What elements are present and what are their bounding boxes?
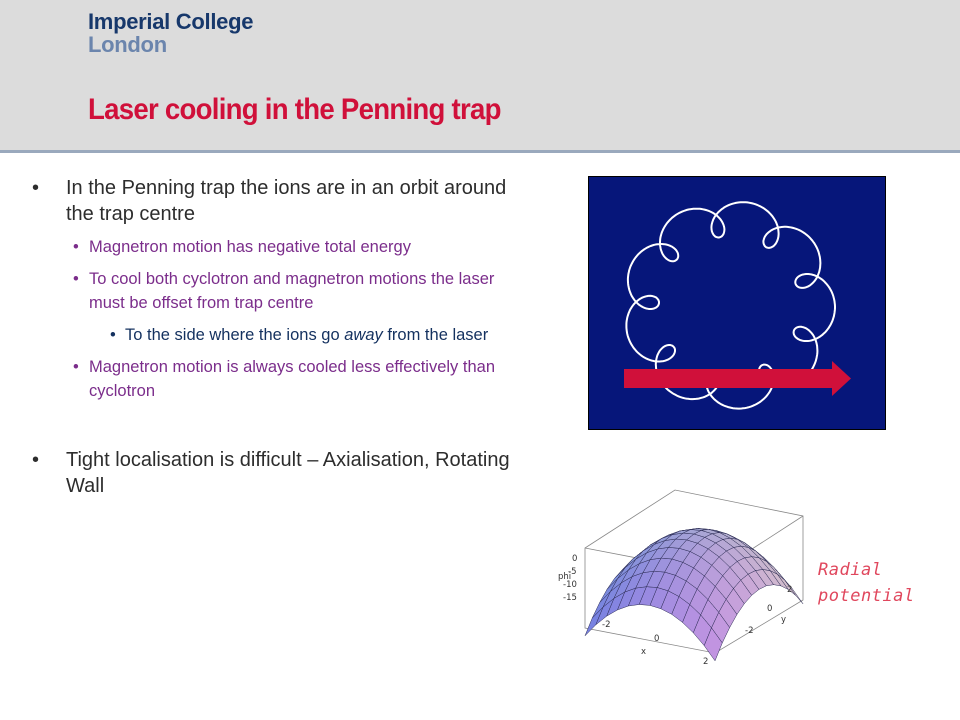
bullet-marker: • — [73, 358, 79, 376]
bullet-magnetron-cooling — [30, 355, 530, 403]
bullet-text: To cool both cyclotron and magnetron motions the laser must be offset from trap centre — [89, 270, 495, 312]
bullet-text: Magnetron motion has negative total energy — [89, 238, 411, 256]
laser-beam-arrowhead — [832, 361, 851, 396]
slide-title: Laser cooling in the Penning trap — [88, 93, 501, 126]
laser-beam-arrow — [624, 361, 851, 396]
bullet-localisation — [30, 447, 530, 499]
x-axis-label: x — [641, 647, 647, 657]
y-tick: 0 — [767, 604, 773, 614]
radial-potential-label — [818, 557, 915, 609]
y-tick: -2 — [745, 626, 754, 636]
ion-orbit-figure — [588, 176, 886, 430]
bullet-text-end: from the laser — [382, 326, 489, 344]
x-tick: 2 — [703, 657, 709, 667]
x-tick: -2 — [602, 620, 611, 630]
bullet-marker: • — [32, 449, 40, 471]
logo-line-2: London — [88, 32, 167, 57]
z-tick: -5 — [568, 567, 577, 577]
slide-header — [0, 0, 960, 153]
bullet-marker: • — [110, 326, 116, 344]
bullet-text-start: To the side where the ions go — [125, 326, 345, 344]
radial-label-line-2: potential — [818, 586, 915, 606]
bullet-side-away — [30, 323, 530, 347]
bullet-marker: • — [73, 270, 79, 288]
laser-beam-shaft — [624, 369, 834, 388]
bullet-text-emphasis: away — [344, 326, 383, 344]
z-tick: -10 — [563, 580, 577, 590]
imperial-college-logo — [88, 10, 253, 56]
bullet-orbit — [30, 175, 530, 227]
radial-label-line-1: Radial — [818, 560, 883, 580]
bullet-marker: • — [73, 238, 79, 256]
potential-surface — [585, 528, 803, 660]
y-axis-label: y — [781, 615, 787, 625]
bullet-laser-offset — [30, 267, 530, 315]
z-axis-ticks — [558, 554, 577, 603]
z-tick: -15 — [563, 593, 577, 603]
bullet-text: In the Penning trap the ions are in an orbit around the trap centre — [66, 177, 507, 225]
bullet-list — [30, 175, 530, 499]
z-axis-label: phi — [558, 572, 572, 582]
x-tick: 0 — [654, 634, 660, 644]
orbit-svg — [589, 177, 885, 429]
radial-potential-surface-plot — [555, 488, 805, 668]
bullet-marker: • — [32, 177, 40, 199]
bullet-magnetron-energy — [30, 235, 530, 259]
logo-line-1: Imperial College — [88, 9, 254, 34]
bullet-text: Tight localisation is difficult – Axialisation, Rotating Wall — [66, 449, 510, 497]
y-tick: 2 — [787, 585, 793, 595]
z-tick: 0 — [572, 554, 578, 564]
bullet-text: Magnetron motion is always cooled less effectively than cyclotron — [89, 358, 495, 400]
